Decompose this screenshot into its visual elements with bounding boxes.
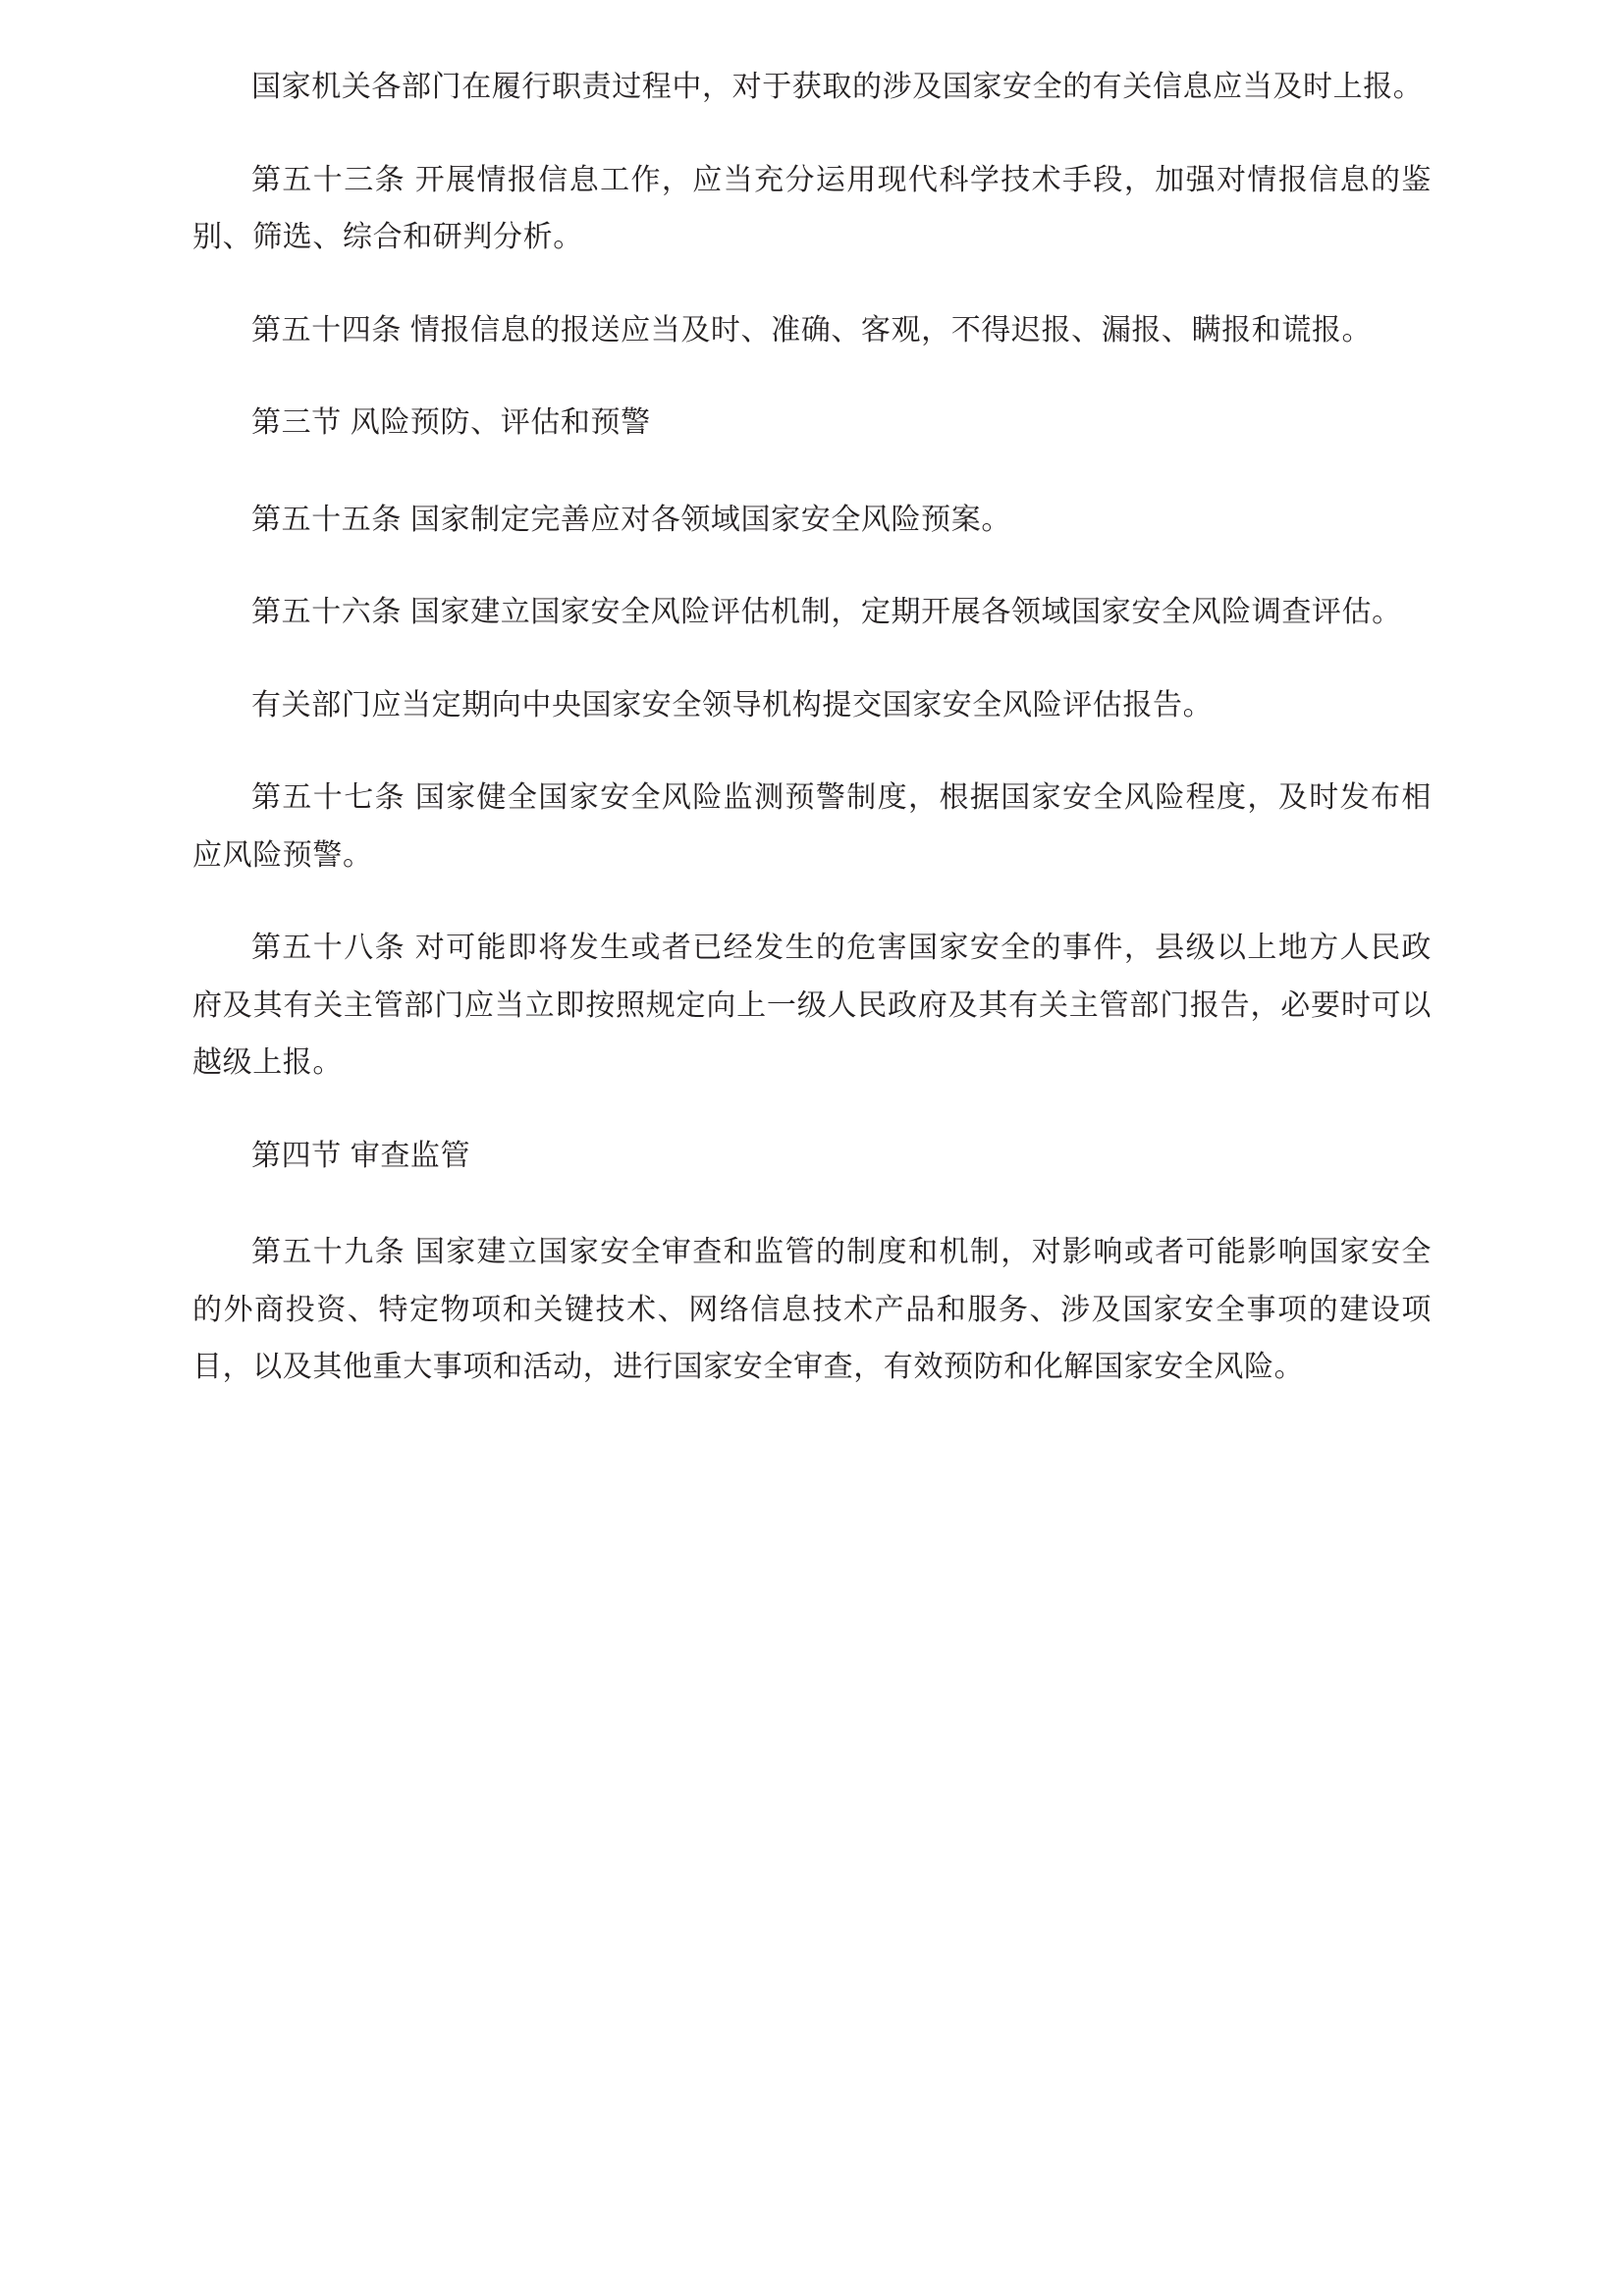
paragraph-article-58: 第五十八条 对可能即将发生或者已经发生的危害国家安全的事件，县级以上地方人民政府及其有关主管部门应当立即按照规定向上一级人民政府及其有关主管部门报告，必要时可以越级上报。 bbox=[192, 932, 1432, 1079]
document-body bbox=[192, 59, 1432, 1397]
section-heading-3: 第三节 风险预防、评估和预警 bbox=[251, 406, 651, 439]
paragraph-article-59: 第五十九条 国家建立国家安全审查和监管的制度和机制，对影响或者可能影响国家安全的外商投资、特定物项和关键技术、网络信息技术产品和服务、涉及国家安全事项的建设项目，以及其他重大事项和活动，进行国家安全审查，有效预防和化解国家安全风险。 bbox=[192, 1236, 1432, 1383]
paragraph-article-57: 第五十七条 国家健全国家安全风险监测预警制度，根据国家安全风险程度，及时发布相应风险预警。 bbox=[192, 781, 1432, 872]
paragraph-article-56-continued: 有关部门应当定期向中央国家安全领导机构提交国家安全风险评估报告。 bbox=[251, 688, 1214, 721]
paragraph-article-55: 第五十五条 国家制定完善应对各领域国家安全风险预案。 bbox=[251, 503, 1011, 536]
section-heading-4: 第四节 审查监管 bbox=[251, 1139, 471, 1172]
paragraph-article-56: 第五十六条 国家建立国家安全风险评估机制，定期开展各领域国家安全风险调查评估。 bbox=[251, 596, 1402, 628]
paragraph-article-54: 第五十四条 情报信息的报送应当及时、准确、客观，不得迟报、漏报、瞒报和谎报。 bbox=[251, 313, 1373, 347]
paragraph-report-duty: 国家机关各部门在履行职责过程中，对于获取的涉及国家安全的有关信息应当及时上报。 bbox=[251, 71, 1424, 103]
paragraph-article-53: 第五十三条 开展情报信息工作，应当充分运用现代科学技术手段，加强对情报信息的鉴别、筛选、综合和研判分析。 bbox=[192, 163, 1432, 253]
